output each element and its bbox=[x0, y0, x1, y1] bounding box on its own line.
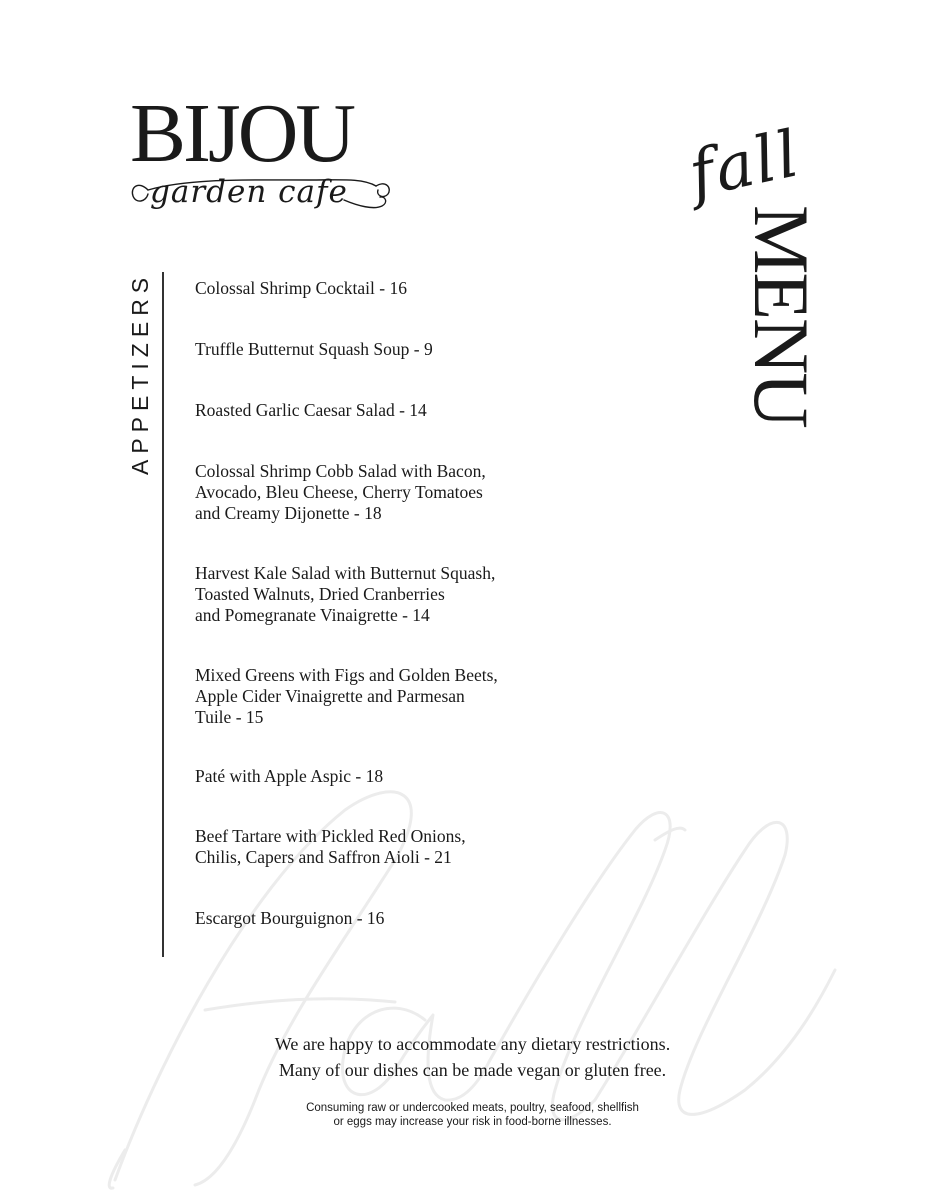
menu-item: Paté with Apple Aspic - 18 bbox=[195, 766, 384, 786]
menu-title: MENU bbox=[738, 205, 825, 427]
menu-item: Colossal Shrimp Cobb Salad with Bacon, Avocado, Bleu Cheese, Cherry Tomatoes and Creamy Dijonette - 18 bbox=[195, 461, 486, 523]
menu-item: Beef Tartare with Pickled Red Onions, Chilis, Capers and Saffron Aioli - 21 bbox=[195, 826, 466, 867]
dietary-note-line: Many of our dishes can be made vegan or gluten free. bbox=[278, 1060, 667, 1080]
logo bbox=[130, 87, 395, 237]
dietary-note bbox=[0, 1031, 939, 1083]
disclaimer-line: Consuming raw or undercooked meats, poultry, seafood, shellfish bbox=[306, 1102, 639, 1114]
menu-item: Truffle Butternut Squash Soup - 9 bbox=[195, 339, 433, 359]
season-script: fall bbox=[682, 117, 807, 213]
menu-item: Roasted Garlic Caesar Salad - 14 bbox=[195, 400, 427, 420]
disclaimer-line: or eggs may increase your risk in food-borne illnesses. bbox=[333, 1116, 612, 1128]
section-label: APPETIZERS bbox=[127, 271, 153, 475]
dietary-note-line: We are happy to accommodate any dietary restrictions. bbox=[274, 1034, 671, 1054]
menu-item: Mixed Greens with Figs and Golden Beets, Apple Cider Vinaigrette and Parmesan Tuile - 15 bbox=[195, 665, 498, 727]
menu-item: Harvest Kale Salad with Butternut Squash, Toasted Walnuts, Dried Cranberries and Pomegranate Vinaigrette - 14 bbox=[195, 563, 496, 625]
logo-tagline: garden cafe bbox=[150, 174, 348, 210]
section-divider bbox=[162, 272, 164, 957]
menu-item: Colossal Shrimp Cocktail - 16 bbox=[195, 278, 407, 298]
logo-name: BIJOU bbox=[130, 87, 354, 180]
health-disclaimer bbox=[0, 1101, 939, 1129]
menu-heading bbox=[738, 205, 825, 450]
menu-item: Escargot Bourguignon - 16 bbox=[195, 908, 385, 928]
